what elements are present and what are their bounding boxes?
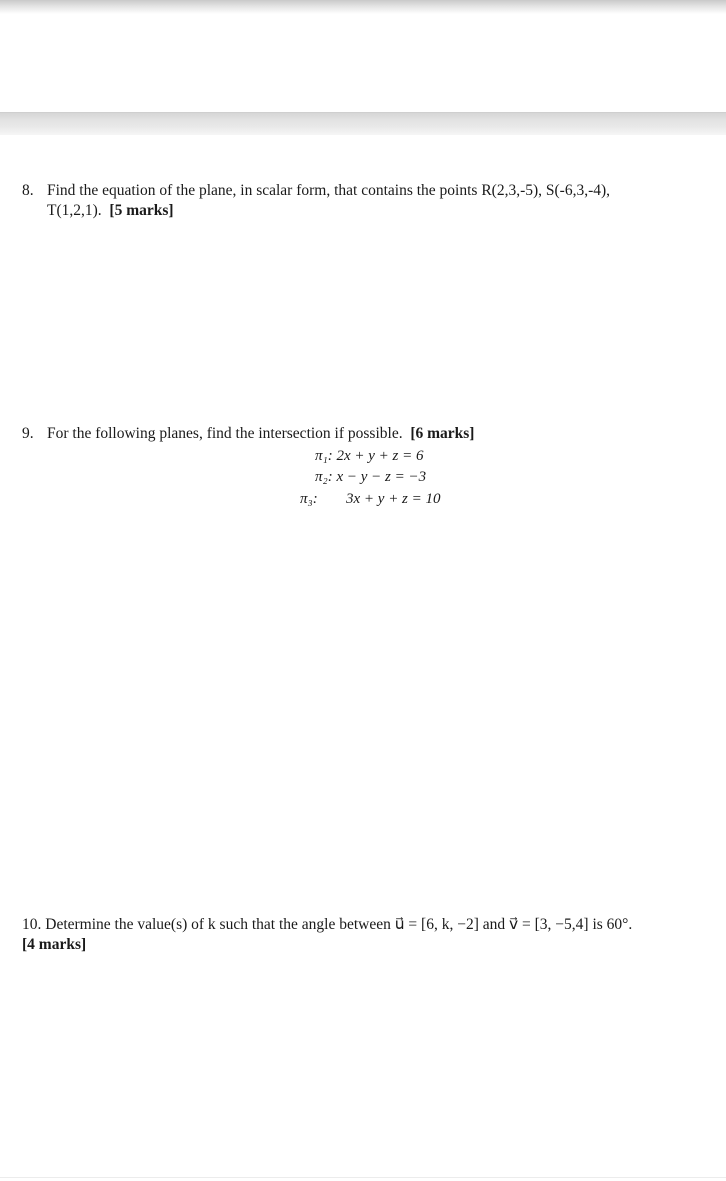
question-9-number: 9. — [22, 425, 34, 442]
bottom-edge — [0, 1177, 726, 1178]
question-10 — [22, 915, 712, 955]
plane-equation-3-label: π₃: — [300, 491, 318, 507]
question-9-text: For the following planes, find the intersection if possible. — [47, 425, 403, 442]
question-10-line-1 — [22, 915, 712, 935]
question-8-text: Find the equation of the plane, in scalar form, that contains the points R(2,3,-5), S(-6,3,-4), — [47, 182, 611, 199]
plane-equation-1: π₁: 2x + y + z = 6 — [315, 448, 424, 464]
plane-equation-3 — [300, 489, 441, 509]
question-9 — [22, 424, 702, 444]
question-8-line-1 — [22, 181, 702, 201]
plane-equation-3-text: 3x + y + z = 10 — [346, 491, 441, 507]
question-10-line-2 — [22, 935, 712, 955]
question-8-marks: [5 marks] — [109, 202, 174, 219]
plane-equation-2: π₂: x − y − z = −3 — [315, 469, 427, 485]
question-10-text: Determine the value(s) of k such that the angle between u⃗ = [6, k, −2] and v⃗ = [3, −5,4] is 60°. — [45, 916, 633, 933]
question-8-number: 8. — [22, 182, 34, 199]
page-separator — [0, 112, 726, 135]
question-10-marks: [4 marks] — [22, 936, 87, 953]
question-9-line-1 — [22, 424, 702, 444]
question-9-marks: [6 marks] — [410, 425, 475, 442]
question-8-text-cont: T(1,2,1). — [47, 202, 102, 219]
question-8-line-2 — [22, 201, 702, 221]
question-8 — [22, 181, 702, 221]
question-10-number: 10. — [22, 916, 42, 933]
top-page-shadow — [0, 0, 726, 14]
